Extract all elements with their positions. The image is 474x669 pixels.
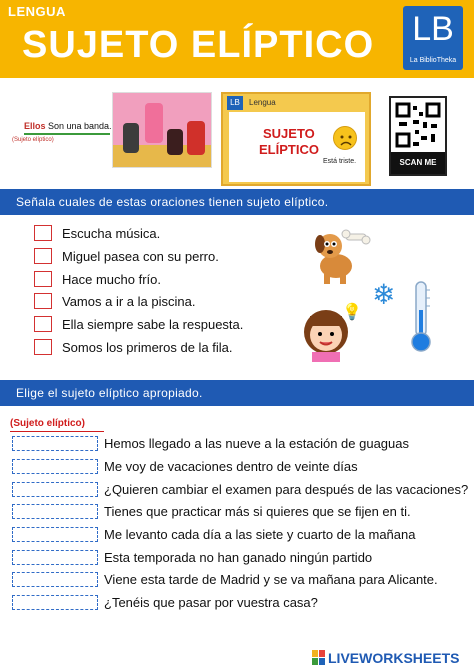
section2-instruction: Elige el sujeto elíptico apropiado. <box>16 386 203 400</box>
section1-instruction: Señala cuales de estas oraciones tienen sujeto elíptico. <box>16 195 329 209</box>
sentence-text: Tienes que practicar más si quieres que se fijen en ti. <box>104 504 411 519</box>
thermometer-icon <box>408 280 434 354</box>
answer-checkbox[interactable] <box>34 271 52 287</box>
topic-card <box>221 92 371 186</box>
sentence-text: Somos los primeros de la fila. <box>62 340 233 355</box>
lb-logo <box>403 6 463 70</box>
card-title-line2: ELÍPTICO <box>259 142 319 157</box>
column-label: (Sujeto elíptico) <box>10 418 104 432</box>
sentence-text: Me levanto cada día a las siete y cuarto de la mañana <box>104 527 416 542</box>
logo-text: LB <box>412 10 454 48</box>
sentence-text: ¿Quieren cambiar el examen para después de las vacaciones? <box>104 482 469 497</box>
answer-checkbox[interactable] <box>34 293 52 309</box>
character-figure <box>167 129 183 155</box>
page-title: SUJETO ELÍPTICO <box>22 24 375 66</box>
subject-dropdown[interactable] <box>12 436 98 451</box>
lightbulb-icon: 💡 <box>342 304 362 321</box>
card-title-line1: SUJETO <box>263 126 315 141</box>
subject-label: LENGUA <box>8 4 66 19</box>
sentence-text: Me voy de vacaciones dentro de veinte días <box>104 459 358 474</box>
example-underline <box>24 133 110 135</box>
section2-banner <box>0 380 474 406</box>
answer-checkbox[interactable] <box>34 225 52 241</box>
qr-code[interactable] <box>389 96 447 176</box>
answer-checkbox[interactable] <box>34 248 52 264</box>
card-sad-text: Está triste. <box>323 158 357 165</box>
sentence-text: Hace mucho frío. <box>62 272 161 287</box>
example-sentence: Son una banda. <box>48 121 112 131</box>
scan-me-label: SCAN ME <box>391 152 445 174</box>
subject-dropdown[interactable] <box>12 459 98 474</box>
subject-dropdown[interactable] <box>12 572 98 587</box>
example-tag: (Sujeto elíptico) <box>12 137 54 143</box>
subject-dropdown[interactable] <box>12 527 98 542</box>
character-figure <box>187 121 205 155</box>
sentence-text: Esta temporada no han ganado ningún partido <box>104 550 373 565</box>
character-figure <box>123 123 139 153</box>
header-band <box>0 0 474 78</box>
sentence-text: Hemos llegado a las nueve a la estación de guaguas <box>104 436 409 451</box>
subject-dropdown[interactable] <box>12 482 98 497</box>
sentence-text: Miguel pasea con su perro. <box>62 249 219 264</box>
sentence-text: Ella siempre sabe la respuesta. <box>62 317 244 332</box>
dog-icon <box>312 226 374 286</box>
liveworksheets-logo-icon <box>312 650 326 666</box>
card-header: Lengua <box>249 98 276 107</box>
sentence-text: ¿Tenéis que pasar por vuestra casa? <box>104 595 318 610</box>
sad-face-icon <box>333 126 357 150</box>
answer-checkbox[interactable] <box>34 339 52 355</box>
qr-pattern-icon <box>391 100 445 152</box>
logo-subtitle: La BiblioTheka <box>409 57 457 64</box>
sentence-text: Vamos a ir a la piscina. <box>62 294 196 309</box>
section1-banner <box>0 189 474 215</box>
subject-dropdown[interactable] <box>12 550 98 565</box>
answer-checkbox[interactable] <box>34 316 52 332</box>
subject-dropdown[interactable] <box>12 595 98 610</box>
example-subject: Ellos <box>24 121 46 131</box>
subject-dropdown[interactable] <box>12 504 98 519</box>
band-illustration <box>112 92 212 168</box>
sentence-text: Viene esta tarde de Madrid y se va mañana para Alicante. <box>104 572 438 587</box>
card-logo: LB <box>227 96 243 110</box>
sentence-text: Escucha música. <box>62 226 161 241</box>
footer-brand[interactable]: LIVEWORKSHEETS <box>328 650 460 666</box>
character-figure <box>145 103 163 143</box>
snowflake-icon: ❄ <box>372 279 396 310</box>
